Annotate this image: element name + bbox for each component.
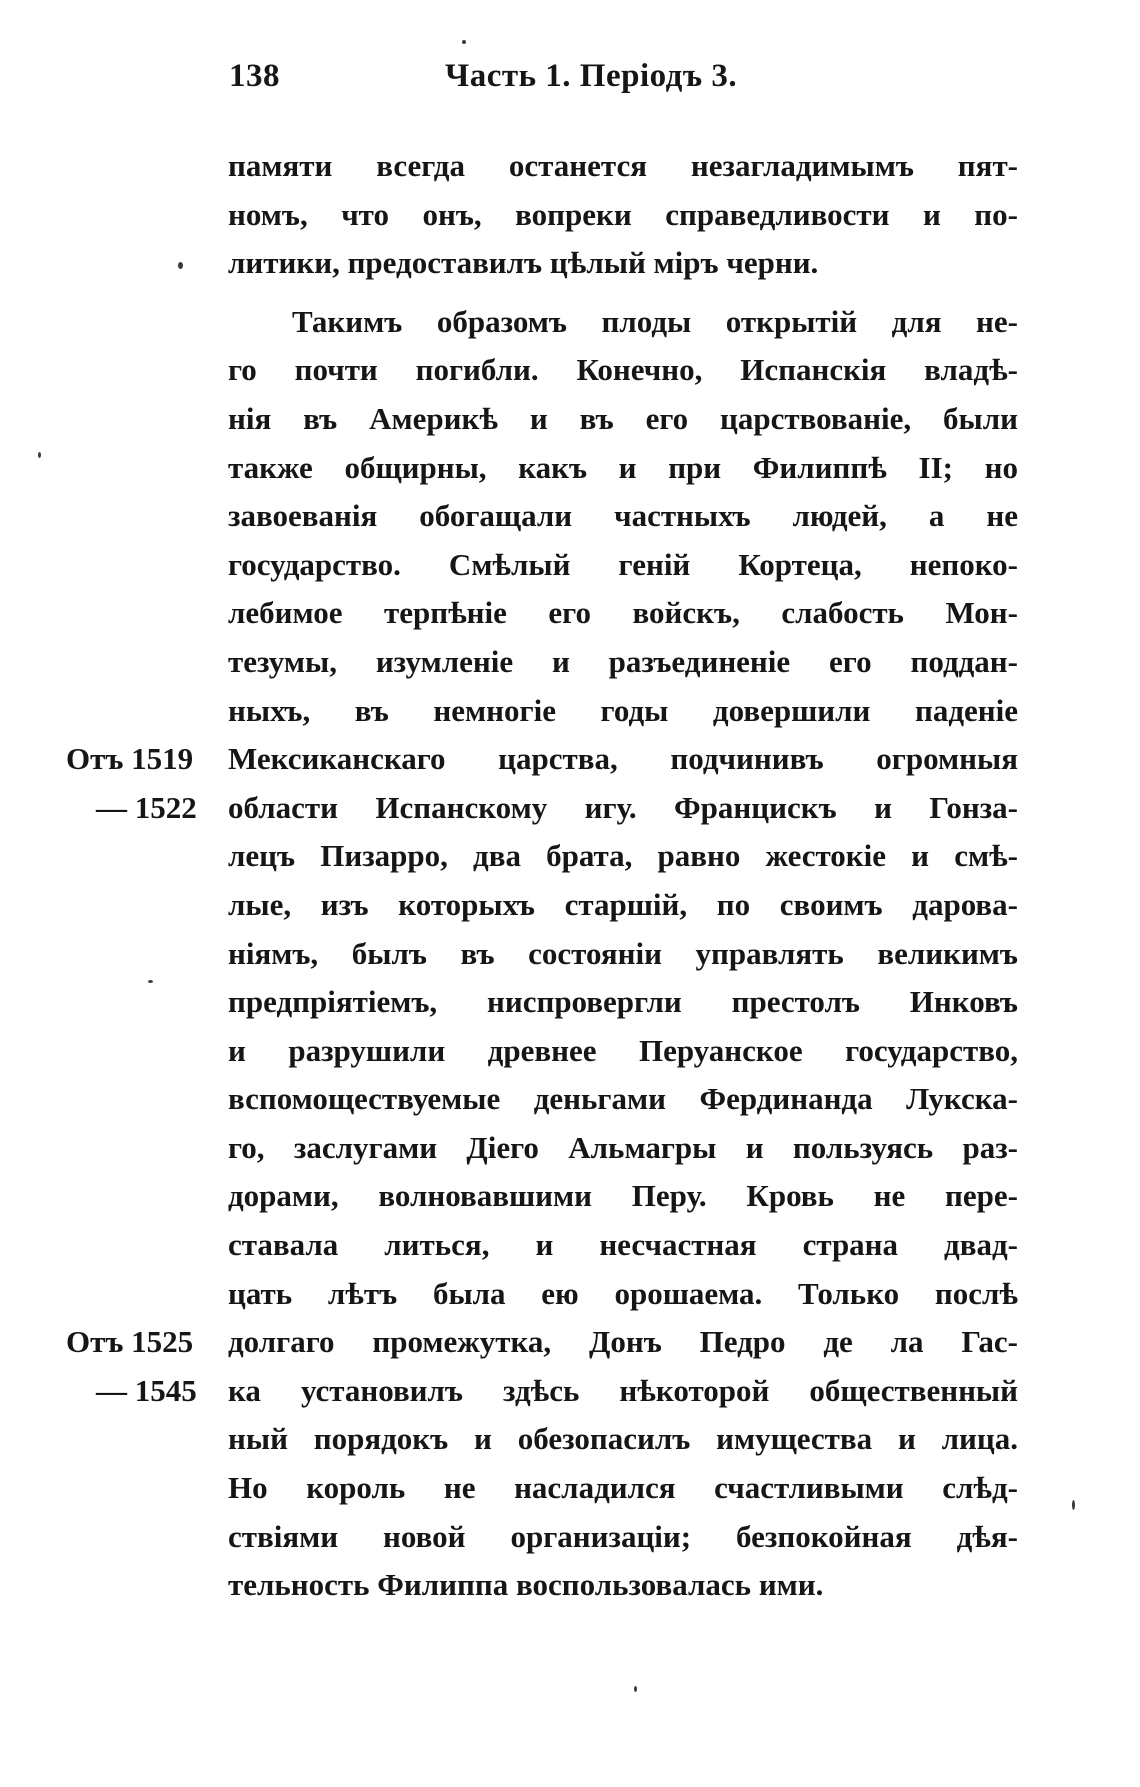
margin-note-from: Отъ 1519 xyxy=(66,741,194,776)
text-line: области Испанскому игу. Францискъ и Гонза- xyxy=(228,789,1018,825)
text-line: ствіями новой организаціи; безпокойная дѣя- xyxy=(228,1518,1018,1554)
scan-speck xyxy=(178,262,183,269)
text-line: номъ, что онъ, вопреки справедливости и по- xyxy=(228,196,1018,232)
scan-speck xyxy=(1072,1500,1075,1510)
text-line: лебимое терпѣніе его войскъ, слабость Мон- xyxy=(228,595,1018,631)
margin-note-to: — 1522 xyxy=(96,789,197,825)
text-line: и разрушили древнее Перуанское государство, xyxy=(228,1032,1018,1068)
text-line: лые, изъ которыхъ старшій, по своимъ дарова- xyxy=(228,886,1018,922)
text-line: также общирны, какъ и при Филиппѣ II; но xyxy=(228,449,1018,485)
running-head: Часть 1. Періодъ 3. xyxy=(445,58,738,94)
margin-note-to: — 1545 xyxy=(96,1372,197,1408)
margin-note-from: Отъ 1525 xyxy=(66,1324,194,1359)
text-line: нія въ Америкѣ и въ его царствованіе, были xyxy=(228,400,1018,436)
text-line: цать лѣтъ была ею орошаема. Только послѣ xyxy=(228,1275,1018,1311)
text-line: ставала литься, и несчастная страна двад- xyxy=(228,1227,1018,1263)
text-line: дорами, волновавшими Перу. Кровь не пере- xyxy=(228,1178,1018,1214)
text-line: ный порядокъ и обезопасилъ имущества и лица. xyxy=(228,1421,1018,1457)
text-line: Но король не насладился счастливыми слѣд- xyxy=(228,1470,1018,1506)
scan-speck xyxy=(148,980,153,983)
paragraph-gap xyxy=(228,288,1018,298)
text-line: государство. Смѣлый геній Кортеца, непоко- xyxy=(228,546,1018,582)
margin-note-dates xyxy=(66,735,226,832)
text-line: го почти погибли. Конечно, Испанскія владѣ- xyxy=(228,352,1018,388)
page-header xyxy=(225,58,1025,108)
text-line: ныхъ, въ немногіе годы довершили паденіе xyxy=(228,692,1018,728)
text-line: тезумы, изумленіе и разъединеніе его поддан- xyxy=(228,643,1018,679)
text-line: долгаго промежутка, Донъ Педро де ла Гас- xyxy=(228,1324,1018,1360)
page-number: 138 xyxy=(229,58,280,94)
margin-note-dates xyxy=(66,1318,226,1415)
text-line: лецъ Пизарро, два брата, равно жестокіе и смѣ- xyxy=(228,838,1018,874)
text-line: завоеванія обогащали частныхъ людей, а не xyxy=(228,498,1018,534)
text-line: тельность Филиппа воспользовалась ими. xyxy=(228,1567,824,1603)
text-line: Такимъ образомъ плоды открытій для не- xyxy=(292,303,1018,339)
text-line: ніямъ, былъ въ состояніи управлять великимъ xyxy=(228,935,1018,971)
text-line: ка установилъ здѣсь нѣкоторой общественный xyxy=(228,1372,1018,1408)
text-line: литики, предоставилъ цѣлый міръ черни. xyxy=(228,245,819,281)
scan-speck xyxy=(634,1686,637,1692)
text-line: Мексиканскаго царства, подчинивъ огромныя xyxy=(228,741,1018,777)
text-line: вспомоществуемые деньгами Фердинанда Лукска- xyxy=(228,1081,1018,1117)
body-text xyxy=(228,142,1018,1610)
text-line: предпріятіемъ, ниспровергли престолъ Инковъ xyxy=(228,984,1018,1020)
paragraph xyxy=(228,298,1018,1610)
scan-speck xyxy=(38,452,41,458)
text-line: го, заслугами Діего Альмагры и пользуясь раз- xyxy=(228,1129,1018,1165)
text-line: памяти всегда останется незагладимымъ пят- xyxy=(228,148,1018,183)
scan-speck xyxy=(462,40,466,44)
paragraph xyxy=(228,142,1018,288)
